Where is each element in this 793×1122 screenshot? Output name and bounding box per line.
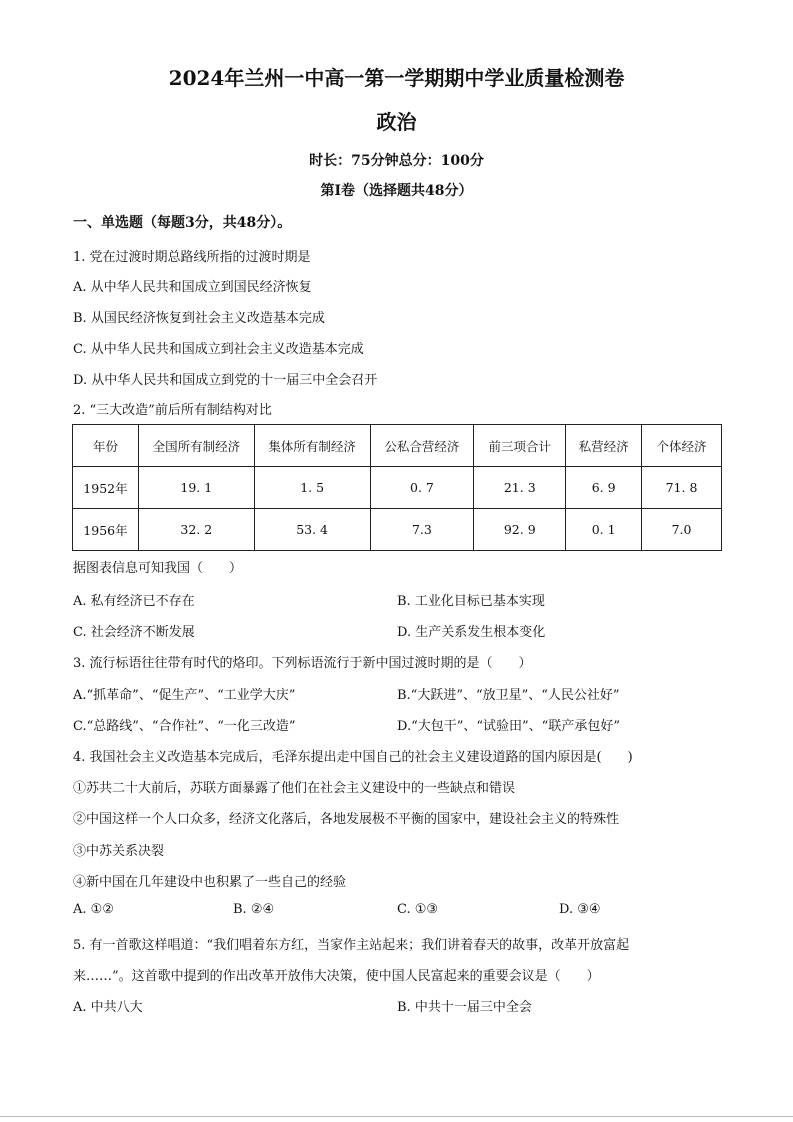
table-cell: 6. 9 xyxy=(566,467,642,509)
q3-option-a: A.“抓革命”、“促生产”、“工业学大庆” xyxy=(73,688,296,703)
q5-stem-line2: 来……”。这首歌中提到的作出改革开放伟大决策，使中国人民富起来的重要会议是（ ） xyxy=(73,969,600,984)
q1-option-c: C. 从中华人民共和国成立到社会主义改造基本完成 xyxy=(73,342,364,357)
q1-stem: 1. 党在过渡时期总路线所指的过渡时期是 xyxy=(73,250,311,265)
table-cell: 1. 5 xyxy=(254,467,370,509)
q4-option-a: A. ①② xyxy=(73,902,114,917)
q4-item: ③中苏关系决裂 xyxy=(73,844,165,859)
table-cell: 1952年 xyxy=(73,467,139,509)
table-cell: 71. 8 xyxy=(642,467,722,509)
table-header-row xyxy=(73,425,722,467)
exam-title: 2024年兰州一中高一第一学期期中学业质量检测卷 xyxy=(168,66,625,90)
table-cell: 19. 1 xyxy=(138,467,254,509)
table-header-cell: 个体经济 xyxy=(642,425,722,467)
q4-option-d: D. ③④ xyxy=(559,902,601,917)
section-heading: 一、单选题（每题3分，共48分）。 xyxy=(73,215,292,231)
q3-option-c: C.“总路线”、“合作社”、“一化三改造” xyxy=(73,719,296,734)
table-header-cell: 年份 xyxy=(73,425,139,467)
table-header-cell: 全国所有制经济 xyxy=(138,425,254,467)
q2-option-c: C. 社会经济不断发展 xyxy=(73,625,195,640)
q3-stem: 3. 流行标语往往带有时代的烙印。下列标语流行于新中国过渡时期的是（ ） xyxy=(73,656,532,671)
q5-stem-line1: 5. 有一首歌这样唱道：“我们唱着东方红，当家作主站起来；我们讲着春天的故事，改革开放富起 xyxy=(73,938,630,953)
table-cell: 0. 7 xyxy=(370,467,474,509)
q2-option-b: B. 工业化目标已基本实现 xyxy=(397,594,545,609)
q2-question: 据图表信息可知我国（ ） xyxy=(73,561,243,576)
q2-stem: 2. “三大改造”前后所有制结构对比 xyxy=(73,403,272,418)
q4-item: ①苏共二十大前后，苏联方面暴露了他们在社会主义建设中的一些缺点和错误 xyxy=(73,781,516,796)
q5-option-a: A. 中共八大 xyxy=(73,1000,143,1015)
q2-option-d: D. 生产关系发生根本变化 xyxy=(397,625,546,640)
q1-option-b: B. 从国民经济恢复到社会主义改造基本完成 xyxy=(73,311,325,326)
q3-option-b: B.“大跃进”、“放卫星”、“人民公社好” xyxy=(397,688,620,703)
exam-meta: 时长：75分钟总分：100分 xyxy=(309,153,484,169)
table-cell: 1956年 xyxy=(73,509,139,551)
table-cell: 53. 4 xyxy=(254,509,370,551)
table-cell: 92. 9 xyxy=(474,509,566,551)
table-row xyxy=(73,467,722,509)
table-header-cell: 公私合营经济 xyxy=(370,425,474,467)
subject-title: 政治 xyxy=(376,110,417,134)
q3-option-d: D.“大包干”、“试验田”、“联产承包好” xyxy=(397,719,620,734)
q4-stem: 4. 我国社会主义改造基本完成后，毛泽东提出走中国自己的社会主义建设道路的国内原因是( ) xyxy=(73,750,633,765)
q4-option-b: B. ②④ xyxy=(233,902,275,917)
ownership-table xyxy=(72,424,722,551)
q4-option-c: C. ①③ xyxy=(397,902,439,917)
table-header-cell: 前三项合计 xyxy=(474,425,566,467)
q4-item: ②中国这样一个人口众多，经济文化落后，各地发展极不平衡的国家中，建设社会主义的特殊性 xyxy=(73,812,620,827)
table-cell: 21. 3 xyxy=(474,467,566,509)
q4-item: ④新中国在几年建设中也积累了一些自己的经验 xyxy=(73,875,347,890)
table-row xyxy=(73,509,722,551)
table-header-cell: 集体所有制经济 xyxy=(254,425,370,467)
footer-divider xyxy=(0,1116,793,1117)
q1-option-a: A. 从中华人民共和国成立到国民经济恢复 xyxy=(73,280,312,295)
table-header-cell: 私营经济 xyxy=(566,425,642,467)
q5-option-b: B. 中共十一届三中全会 xyxy=(397,1000,532,1015)
table-cell: 32. 2 xyxy=(138,509,254,551)
table-cell: 7.0 xyxy=(642,509,722,551)
table-cell: 7.3 xyxy=(370,509,474,551)
part-title: 第Ⅰ卷（选择题共48分） xyxy=(320,183,473,199)
q2-option-a: A. 私有经济已不存在 xyxy=(73,594,195,609)
q1-option-d: D. 从中华人民共和国成立到党的十一届三中全会召开 xyxy=(73,373,378,388)
table-cell: 0. 1 xyxy=(566,509,642,551)
